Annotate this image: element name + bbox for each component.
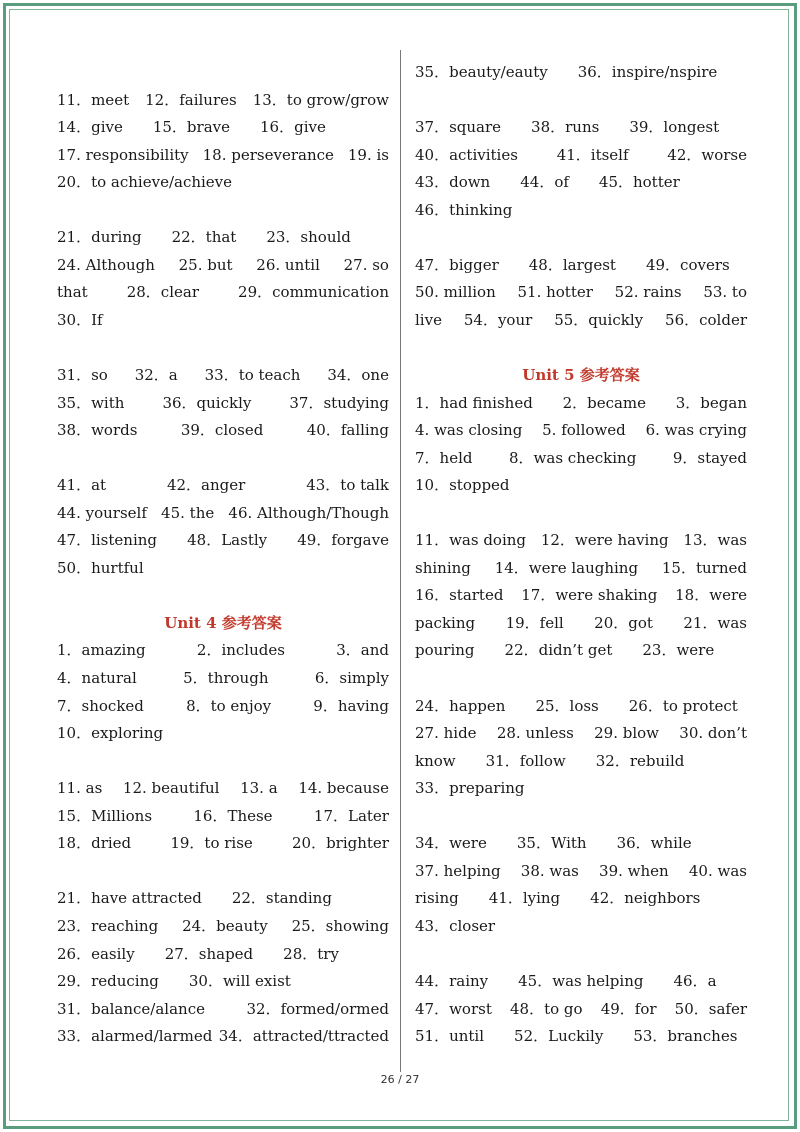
answer-item: 7．held xyxy=(415,448,473,467)
answer-item: 39. when xyxy=(599,861,669,880)
answer-item: 25. but xyxy=(178,255,233,274)
answer-line xyxy=(415,252,747,280)
answer-item: 34．one xyxy=(327,366,389,385)
answer-item: live xyxy=(415,310,442,329)
answer-item: 39．closed xyxy=(180,421,264,440)
answer-line xyxy=(415,59,747,87)
answer-item: 45．was helping xyxy=(518,972,644,991)
answer-item: 19．to rise xyxy=(170,834,253,853)
answer-line xyxy=(415,417,747,445)
answer-item: 28．try xyxy=(283,944,339,963)
blank-line xyxy=(415,500,747,528)
answer-line xyxy=(415,582,747,610)
blank-line xyxy=(415,941,747,969)
answer-line xyxy=(415,390,747,418)
answer-item: 36．while xyxy=(616,834,692,853)
answer-item: 35．with xyxy=(57,393,125,412)
answer-item: 24．happen xyxy=(415,696,506,715)
answer-item: 11．was doing xyxy=(415,531,527,550)
answer-item: 17．were shaking xyxy=(521,586,658,605)
answer-item: 26. until xyxy=(256,255,320,274)
answer-item: 32．a xyxy=(134,366,178,385)
answer-item: 15．turned xyxy=(661,558,747,577)
answer-item: 47．bigger xyxy=(415,255,499,274)
answer-item: 21．have attracted xyxy=(57,889,202,908)
answer-item: 48．to go xyxy=(510,999,583,1018)
answer-item: 2．includes xyxy=(196,641,285,660)
answer-item: 4．natural xyxy=(57,669,137,688)
answer-line xyxy=(415,996,747,1024)
answer-item: 27．shaped xyxy=(164,944,254,963)
answer-line xyxy=(57,693,389,721)
answer-item: 55．quickly xyxy=(554,310,644,329)
answer-item: 12．were having xyxy=(540,531,669,550)
answer-item: 44. yourself xyxy=(57,503,147,522)
blank-line xyxy=(57,197,389,225)
answer-line xyxy=(415,885,747,913)
answer-item: 14. because xyxy=(298,779,389,798)
answer-item: 34．attracted/ttracted xyxy=(218,1027,389,1046)
answer-item: 20．got xyxy=(594,613,653,632)
answer-item: 3．and xyxy=(336,641,389,660)
answer-item: 24. Although xyxy=(57,255,155,274)
blank-line xyxy=(57,582,389,610)
answer-item: 38. was xyxy=(520,861,579,880)
answer-item: 52. rains xyxy=(614,283,682,302)
blank-line xyxy=(57,59,389,87)
answer-item: 27. hide xyxy=(415,724,477,743)
answer-item: 31．follow xyxy=(485,751,566,770)
answer-item: 28．clear xyxy=(126,283,199,302)
answer-item: 30．If xyxy=(57,310,103,329)
answer-item: 26．to protect xyxy=(628,696,738,715)
answer-item: 25．loss xyxy=(535,696,599,715)
answer-item: 8．was checking xyxy=(509,448,637,467)
answer-item: 11. as xyxy=(57,779,103,798)
answer-line xyxy=(57,803,389,831)
answer-item: 13．to grow/grow xyxy=(252,90,389,109)
answer-item: 5．through xyxy=(183,669,269,688)
blank-line xyxy=(57,445,389,473)
answer-line xyxy=(57,830,389,858)
answer-line xyxy=(415,830,747,858)
answer-item: 41．at xyxy=(57,476,107,495)
answer-item: 5. followed xyxy=(542,421,626,440)
blank-line xyxy=(57,858,389,886)
answer-item: 44．rainy xyxy=(415,972,489,991)
answer-item: 10．stopped xyxy=(415,476,510,495)
answer-item: 17．Later xyxy=(313,806,389,825)
answer-item: 49．for xyxy=(600,999,657,1018)
page-number: 26 / 27 xyxy=(380,1073,420,1086)
blank-line xyxy=(57,748,389,776)
answer-item: 39．longest xyxy=(629,118,720,137)
answer-item: 9．having xyxy=(313,696,389,715)
answer-item: 32．formed/ormed xyxy=(246,999,389,1018)
answer-item: 3．began xyxy=(675,393,747,412)
unit-heading: Unit 4 参考答案 xyxy=(164,613,282,632)
answer-line xyxy=(415,142,747,170)
answer-item: 45. the xyxy=(161,503,215,522)
answer-line xyxy=(57,390,389,418)
answer-item: 42．neighbors xyxy=(590,889,701,908)
answer-line xyxy=(415,913,747,941)
answer-item: 21．was xyxy=(683,613,747,632)
answer-line xyxy=(415,610,747,638)
answer-item: 13．was xyxy=(683,531,747,550)
answer-item: 37．studying xyxy=(289,393,389,412)
answer-line xyxy=(57,307,389,335)
answer-item: 27. so xyxy=(343,255,389,274)
answer-line xyxy=(415,693,747,721)
answer-line xyxy=(57,913,389,941)
answer-item: 23．reaching xyxy=(57,916,159,935)
answer-line xyxy=(415,1023,747,1051)
answer-item: 20．to achieve/achieve xyxy=(57,173,233,192)
answer-item: 50．safer xyxy=(674,999,747,1018)
answer-item: know xyxy=(415,751,456,770)
unit-heading: Unit 5 参考答案 xyxy=(522,366,640,385)
answer-item: 2．became xyxy=(562,393,647,412)
blank-line xyxy=(415,803,747,831)
answer-item: 15．Millions xyxy=(57,806,153,825)
answer-item: 31．balance/alance xyxy=(57,999,205,1018)
answer-line xyxy=(57,1023,389,1051)
answer-item: 16．give xyxy=(260,118,326,137)
answer-item: 47．worst xyxy=(415,999,492,1018)
blank-line xyxy=(57,334,389,362)
answer-item: 24．beauty xyxy=(182,916,268,935)
answer-item: 48．largest xyxy=(528,255,616,274)
answer-item: 52．Luckily xyxy=(514,1027,604,1046)
answer-item: 21．during xyxy=(57,228,142,247)
answer-item: 6．simply xyxy=(314,669,389,688)
answer-line xyxy=(57,279,389,307)
answer-item: 48．Lastly xyxy=(187,531,268,550)
answer-line xyxy=(415,637,747,665)
answer-item: 56．colder xyxy=(665,310,747,329)
answer-line xyxy=(415,307,747,335)
answer-item: 28. unless xyxy=(496,724,574,743)
answer-line xyxy=(57,720,389,748)
answer-item: 15．brave xyxy=(152,118,230,137)
answer-item: 17. responsibility xyxy=(57,145,189,164)
answer-item: 10．exploring xyxy=(57,724,164,743)
answer-line xyxy=(57,252,389,280)
answer-item: 33．preparing xyxy=(415,779,525,798)
answer-item: 9．stayed xyxy=(672,448,747,467)
answer-item: 30. don’t xyxy=(679,724,747,743)
answer-line xyxy=(415,472,747,500)
answer-item: 42．worse xyxy=(667,145,747,164)
answer-item: 45．hotter xyxy=(598,173,680,192)
answer-item: 53．branches xyxy=(633,1027,738,1046)
answer-item: 4. was closing xyxy=(415,421,523,440)
answer-item: 19. is xyxy=(347,145,389,164)
answer-item: shining xyxy=(415,558,471,577)
blank-line xyxy=(415,87,747,115)
answer-item: 14．give xyxy=(57,118,123,137)
answer-item: pouring xyxy=(415,641,475,660)
answer-item: 54．your xyxy=(463,310,533,329)
answer-item: 14．were laughing xyxy=(494,558,639,577)
answer-line xyxy=(57,968,389,996)
answer-line xyxy=(57,224,389,252)
answer-item: 44．of xyxy=(520,173,569,192)
answer-item: 35．With xyxy=(516,834,587,853)
answer-item: 49．forgave xyxy=(297,531,389,550)
answer-item: 51. hotter xyxy=(517,283,593,302)
answer-item: 29．reducing xyxy=(57,972,159,991)
answer-line xyxy=(57,472,389,500)
answer-item: 51．until xyxy=(415,1027,485,1046)
blank-line xyxy=(415,224,747,252)
answer-item: 1．had finished xyxy=(415,393,533,412)
answer-item: 30．will exist xyxy=(188,972,291,991)
answer-item: 36．quickly xyxy=(162,393,252,412)
answer-item: 36．inspire/nspire xyxy=(577,63,718,81)
answer-item: 43．closer xyxy=(415,916,496,935)
answer-item: 40．falling xyxy=(306,421,389,440)
answer-item: 41．lying xyxy=(488,889,561,908)
answer-line xyxy=(57,142,389,170)
answer-item: 29. blow xyxy=(594,724,660,743)
answer-line xyxy=(57,665,389,693)
answer-line xyxy=(57,555,389,583)
answer-line xyxy=(57,527,389,555)
answer-line xyxy=(415,279,747,307)
answer-line xyxy=(57,417,389,445)
answer-item: 37．square xyxy=(415,118,502,137)
answer-item: 40．activities xyxy=(415,145,518,164)
answer-item: 1．amazing xyxy=(57,641,146,660)
answer-item: 26．easily xyxy=(57,944,135,963)
answer-line xyxy=(415,197,747,225)
answer-item: 11．meet xyxy=(57,90,130,109)
blank-line xyxy=(415,334,747,362)
answer-item: 46．thinking xyxy=(415,200,513,219)
answer-line xyxy=(415,555,747,583)
answer-item: 33．to teach xyxy=(204,366,301,385)
answer-line xyxy=(57,500,389,528)
answer-item: 38．runs xyxy=(531,118,600,137)
answer-item: 50. million xyxy=(415,283,496,302)
answer-item: 23．were xyxy=(642,641,715,660)
answer-line xyxy=(57,169,389,197)
answer-item: 22．didn’t get xyxy=(504,641,613,660)
answer-line xyxy=(57,941,389,969)
answer-item: 41．itself xyxy=(556,145,629,164)
blank-line xyxy=(415,665,747,693)
answer-item: 23．should xyxy=(266,228,351,247)
answer-item: 40. was xyxy=(688,861,747,880)
answer-item: 25．showing xyxy=(291,916,389,935)
answer-item: 33．alarmed/larmed xyxy=(57,1027,213,1046)
answer-line xyxy=(415,114,747,142)
answer-item: 18. perseverance xyxy=(202,145,334,164)
answer-item: 20．brighter xyxy=(291,834,389,853)
answer-item: 31．so xyxy=(57,366,108,385)
answer-line xyxy=(57,637,389,665)
column-divider xyxy=(400,50,401,1072)
answer-item: packing xyxy=(415,613,476,632)
answer-item: 53. to xyxy=(703,283,747,302)
answer-line xyxy=(415,775,747,803)
answer-item: 13. a xyxy=(240,779,278,798)
answer-item: 50．hurtful xyxy=(57,558,144,577)
answer-item: 49．covers xyxy=(645,255,730,274)
answer-item: 32．rebuild xyxy=(595,751,685,770)
answer-item: 16．started xyxy=(415,586,504,605)
answer-item: that xyxy=(57,283,88,302)
right-column xyxy=(415,59,747,1051)
answer-line xyxy=(415,858,747,886)
answer-line xyxy=(57,114,389,142)
answer-item: 12. beautiful xyxy=(122,779,220,798)
answer-item: 8．to enjoy xyxy=(186,696,272,715)
answer-item: 42．anger xyxy=(166,476,246,495)
answer-item: 12．failures xyxy=(145,90,237,109)
answer-item: 16．These xyxy=(193,806,273,825)
answer-line xyxy=(57,775,389,803)
answer-item: 19．fell xyxy=(505,613,564,632)
answer-item: 46. Although/Though xyxy=(228,503,389,522)
answer-line xyxy=(415,748,747,776)
answer-line xyxy=(57,87,389,115)
answer-line xyxy=(415,169,747,197)
answer-item: 47．listening xyxy=(57,531,158,550)
left-column xyxy=(57,59,389,1051)
answer-line xyxy=(415,968,747,996)
answer-item: 34．were xyxy=(415,834,487,853)
answer-line xyxy=(57,362,389,390)
answer-line xyxy=(415,720,747,748)
answer-item: 6. was crying xyxy=(645,421,747,440)
answer-line xyxy=(57,996,389,1024)
answer-item: 7．shocked xyxy=(57,696,144,715)
answer-item: 18．dried xyxy=(57,834,132,853)
answer-item: 43．down xyxy=(415,173,491,192)
answer-item: 18．were xyxy=(675,586,747,605)
answer-item: 22．standing xyxy=(231,889,332,908)
answer-line xyxy=(415,527,747,555)
answer-item: 46．a xyxy=(673,972,717,991)
answer-item: 22．that xyxy=(171,228,237,247)
answer-item: 37. helping xyxy=(415,861,501,880)
answer-item: rising xyxy=(415,889,459,908)
answer-item: 38．words xyxy=(57,421,138,440)
answer-line xyxy=(57,885,389,913)
answer-line xyxy=(415,445,747,473)
answer-item: 35．beauty/eauty xyxy=(415,63,548,81)
answer-item: 29．communication xyxy=(238,283,389,302)
answer-item: 43．to talk xyxy=(306,476,389,495)
